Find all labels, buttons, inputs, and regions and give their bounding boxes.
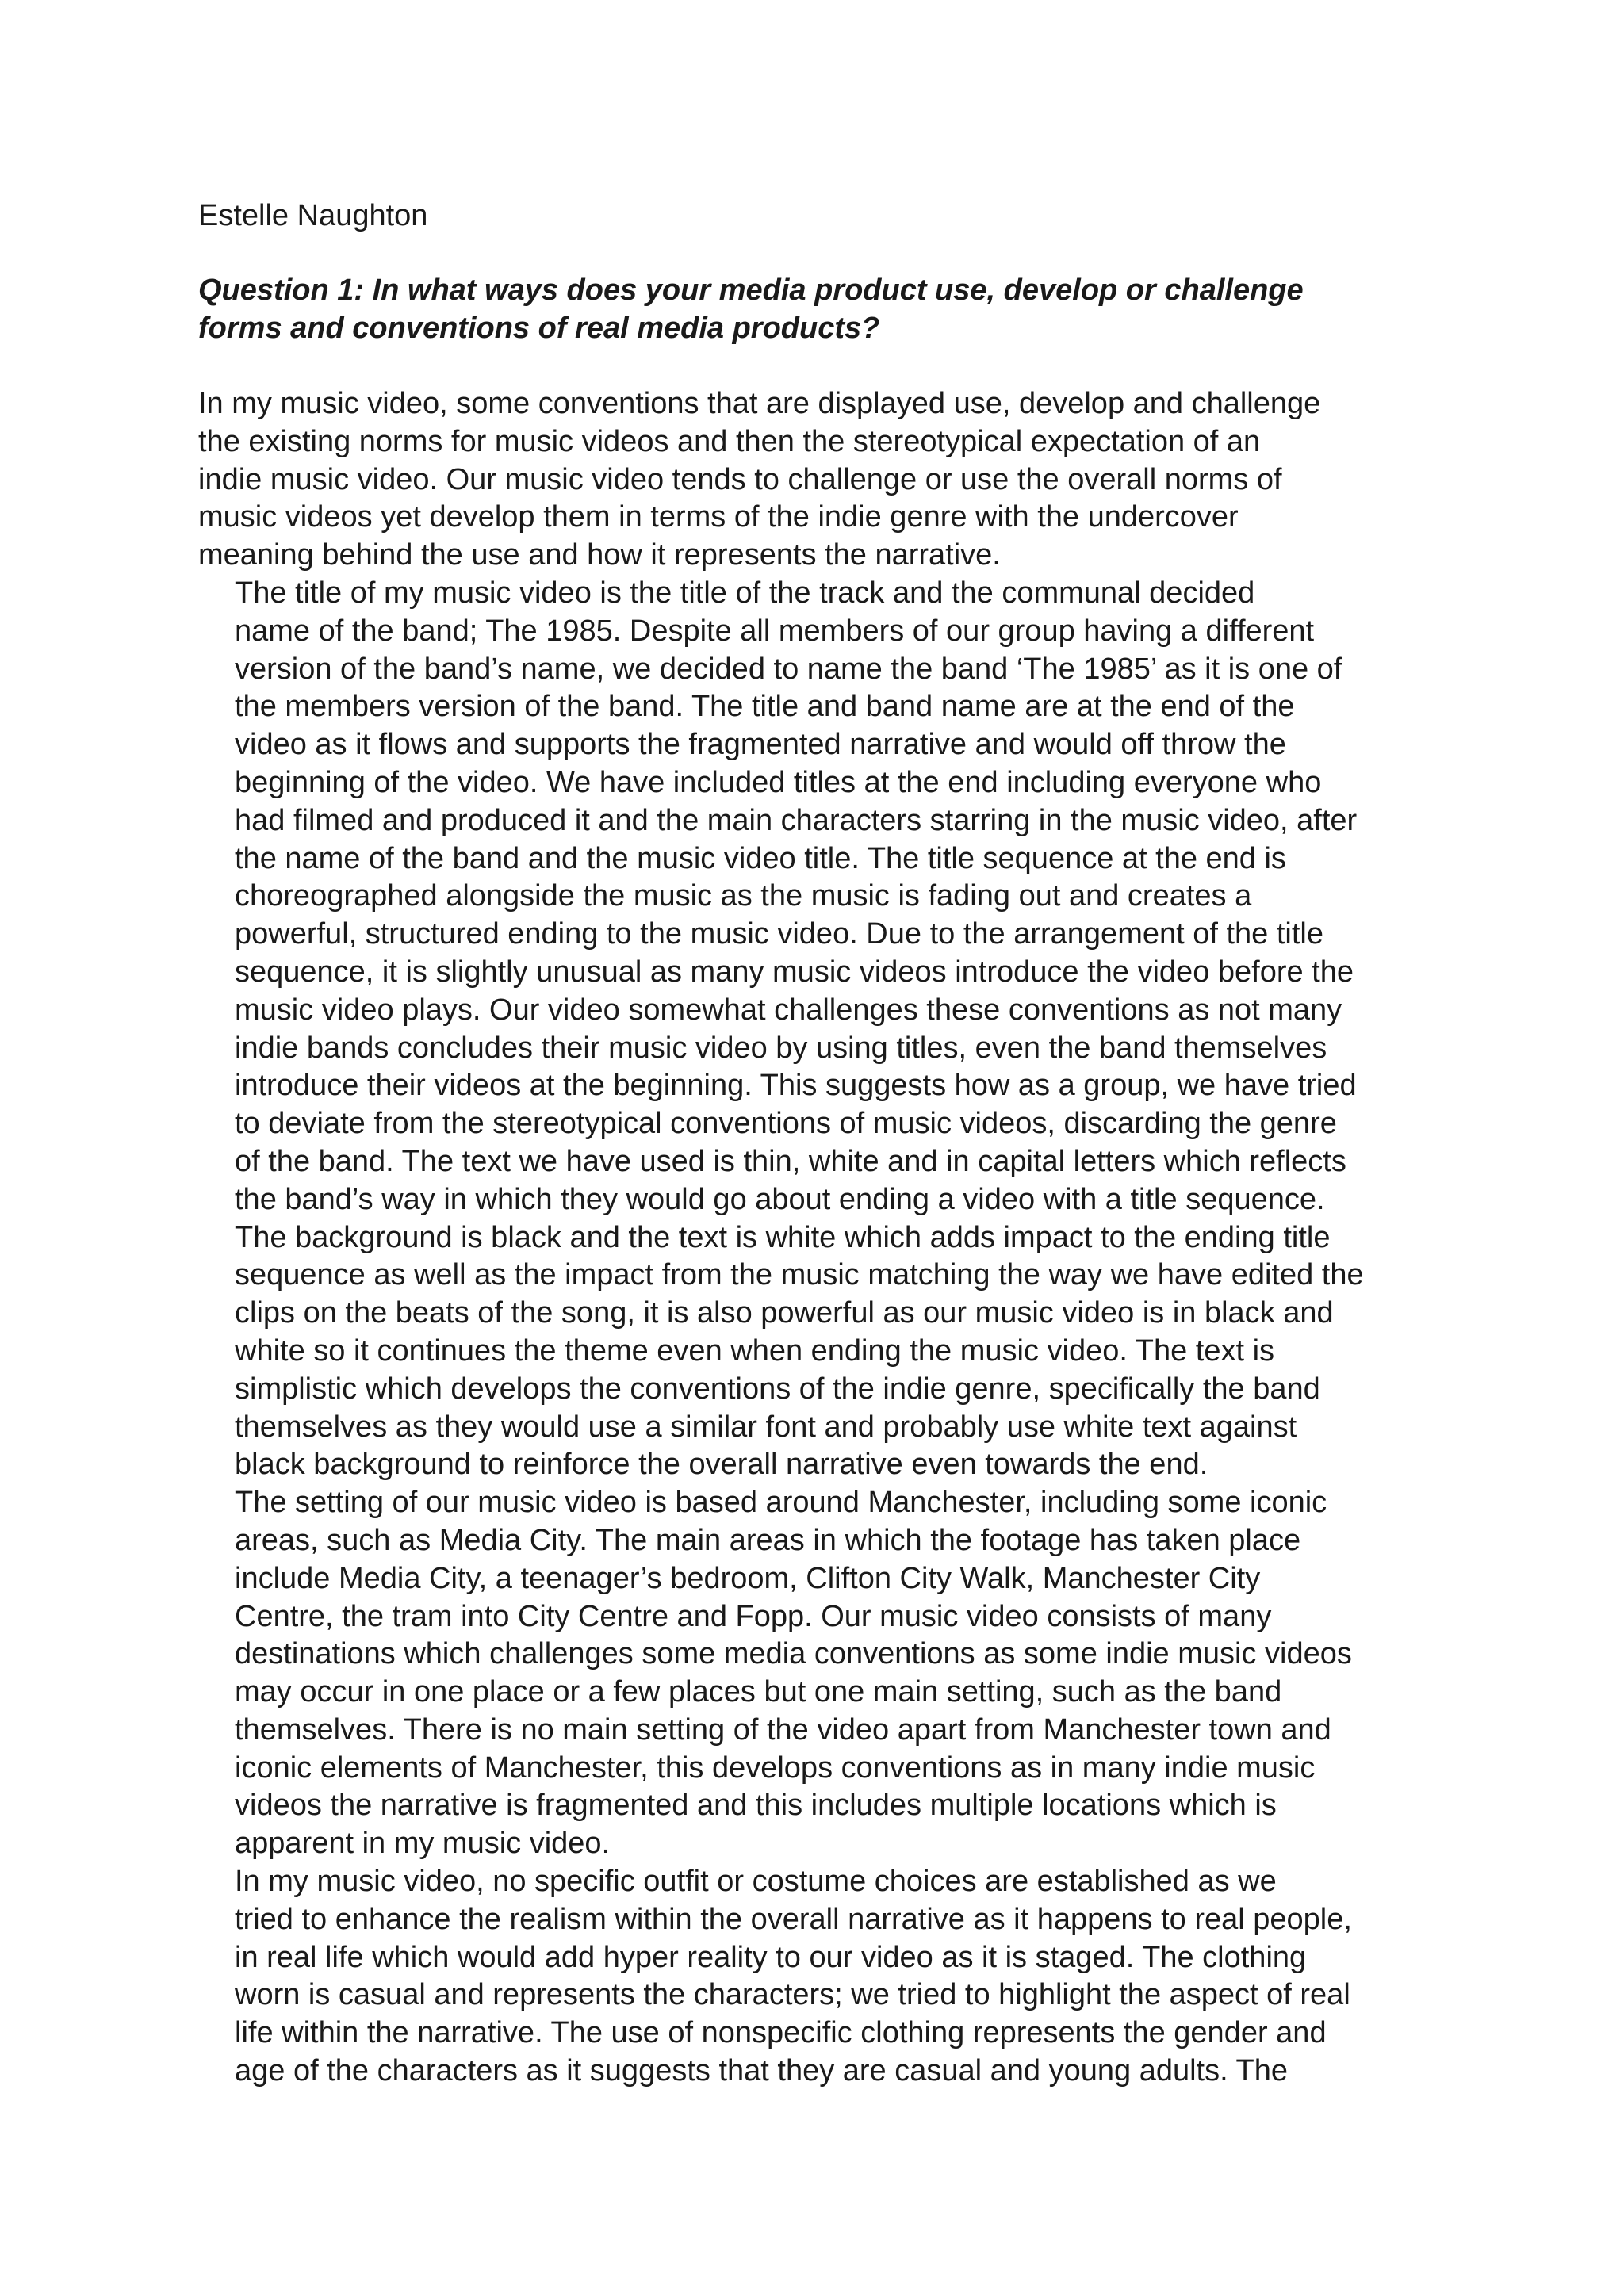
question-line: forms and conventions of real media products? (198, 312, 880, 345)
paragraph-line: indie bands concludes their music video by using titles, even the band themselves (235, 1031, 1327, 1065)
paragraph-line: introduce their videos at the beginning. This suggests how as a group, we have tried (235, 1069, 1357, 1103)
paragraph-line: the name of the band and the music video title. The title sequence at the end is (235, 841, 1286, 875)
paragraph-line: The setting of our music video is based around Manchester, including some iconic (235, 1486, 1327, 1520)
paragraph-line: black background to reinforce the overall narrative even towards the end. (235, 1448, 1208, 1482)
essay-paragraph (198, 1484, 1435, 1863)
paragraph-line: to deviate from the stereotypical conventions of music videos, discarding the genre (235, 1107, 1337, 1141)
paragraph-line: sequence as well as the impact from the music matching the way we have edited the (235, 1258, 1364, 1292)
paragraph-line: themselves. There is no main setting of the video apart from Manchester town and (235, 1712, 1331, 1747)
question-line: Question 1: In what ways does your media product use, develop or challenge (198, 274, 1304, 307)
author-name: Estelle Naughton (198, 199, 428, 232)
paragraph-line: indie music video. Our music video tends to challenge or use the overall norms of (198, 462, 1282, 496)
paragraph-line: life within the narrative. The use of nonspecific clothing represents the gender and (235, 2016, 1327, 2050)
paragraph-line: had filmed and produced it and the main characters starring in the music video, after (235, 803, 1358, 837)
paragraph-line: areas, such as Media City. The main areas in which the footage has taken place (235, 1523, 1301, 1557)
paragraph-line: include Media City, a teenager’s bedroom, Clifton City Walk, Manchester City (235, 1561, 1261, 1595)
paragraph-line: themselves as they would use a similar font and probably use white text against (235, 1410, 1297, 1444)
paragraph-line: tried to enhance the realism within the overall narrative as it happens to real people, (235, 1902, 1352, 1936)
paragraph-line: version of the band’s name, we decided to name the band ‘The 1985’ as it is one of (235, 652, 1342, 686)
paragraph-line: beginning of the video. We have included titles at the end including everyone who (235, 765, 1322, 799)
paragraph-line: iconic elements of Manchester, this develops conventions as in many indie music (235, 1751, 1316, 1785)
paragraph-line: The title of my music video is the title of the track and the communal decided (235, 576, 1255, 610)
paragraph-line: may occur in one place or a few places but one main setting, such as the band (235, 1675, 1282, 1709)
paragraph-line: videos the narrative is fragmented and this includes multiple locations which is (235, 1789, 1277, 1823)
paragraph-line: white so it continues the theme even when ending the music video. The text is (235, 1334, 1275, 1368)
question-heading (198, 271, 1435, 347)
paragraph-line: of the band. The text we have used is thin, white and in capital letters which reflects (235, 1144, 1346, 1178)
paragraph-line: choreographed alongside the music as the music is fading out and creates a (235, 879, 1252, 913)
paragraph-line: powerful, structured ending to the music video. Due to the arrangement of the title (235, 917, 1323, 951)
paragraph-line: destinations which challenges some media conventions as some indie music videos (235, 1637, 1352, 1671)
paragraph-line: clips on the beats of the song, it is also powerful as our music video is in black and (235, 1296, 1334, 1330)
essay-paragraph (198, 385, 1435, 575)
paragraph-line: simplistic which develops the conventions of the indie genre, specifically the band (235, 1372, 1320, 1406)
paragraph-line: In my music video, some conventions that are displayed use, develop and challenge (198, 387, 1321, 420)
paragraph-line: the members version of the band. The title and band name are at the end of the (235, 690, 1295, 724)
paragraph-line: worn is casual and represents the characters; we tried to highlight the aspect of real (235, 1978, 1350, 2012)
page-content (198, 197, 1435, 2091)
paragraph-line: sequence, it is slightly unusual as many music videos introduce the video before the (235, 955, 1354, 989)
paragraph-line: music video plays. Our video somewhat challenges these conventions as not many (235, 993, 1342, 1027)
paragraph-line: The background is black and the text is white which adds impact to the ending title (235, 1220, 1331, 1254)
paragraph-line: in real life which would add hyper reality to our video as it is staged. The clothing (235, 1940, 1307, 1974)
paragraph-line: apparent in my music video. (235, 1827, 611, 1861)
paragraph-line: name of the band; The 1985. Despite all members of our group having a different (235, 614, 1315, 648)
paragraph-line: video as it flows and supports the fragmented narrative and would off throw the (235, 728, 1286, 762)
paragraph-line: the existing norms for music videos and then the stereotypical expectation of an (198, 424, 1261, 458)
paragraph-line: age of the characters as it suggests that they are casual and young adults. The (235, 2054, 1289, 2088)
essay-body (198, 385, 1435, 2091)
essay-paragraph (198, 575, 1435, 1484)
essay-paragraph (198, 1863, 1435, 2091)
paragraph-line: meaning behind the use and how it represents the narrative. (198, 538, 1001, 572)
paragraph-line: In my music video, no specific outfit or costume choices are established as we (235, 1865, 1277, 1899)
paragraph-line: Centre, the tram into City Centre and Fopp. Our music video consists of many (235, 1599, 1272, 1633)
paragraph-line: music videos yet develop them in terms of the indie genre with the undercover (198, 500, 1239, 534)
paragraph-line: the band’s way in which they would go about ending a video with a title sequence. (235, 1182, 1325, 1216)
